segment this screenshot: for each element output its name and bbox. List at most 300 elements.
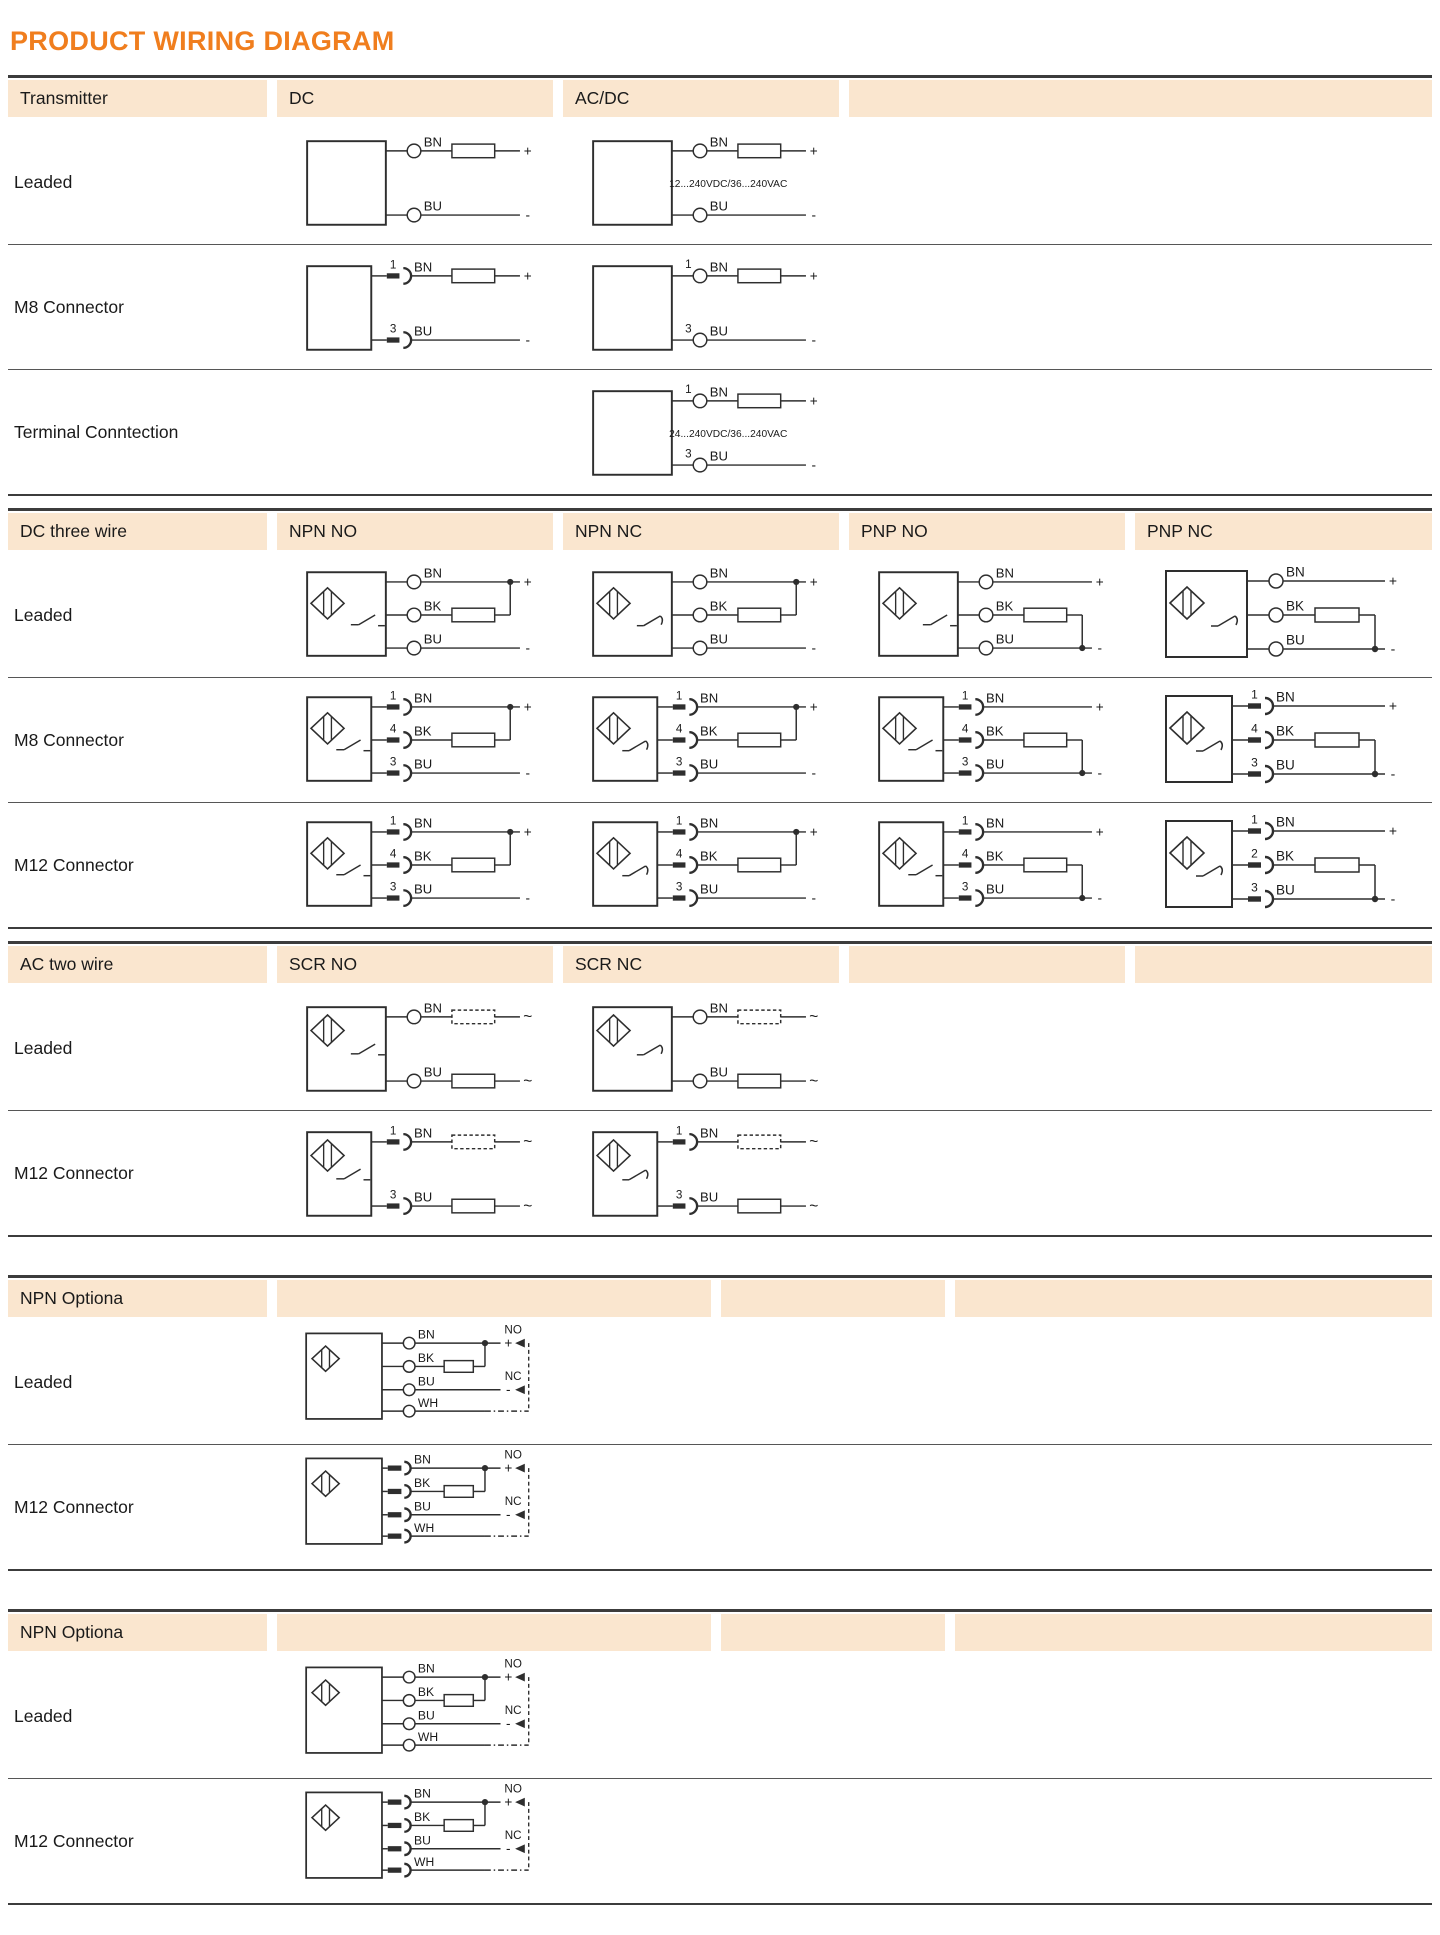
junction-dot	[507, 579, 513, 585]
sensor-box	[306, 1792, 382, 1878]
output-arrow-icon	[515, 1464, 525, 1473]
column-header-npn-no: NPN NO	[277, 513, 553, 550]
connector-pin-icon	[959, 862, 972, 867]
wire-label: BK	[417, 1351, 435, 1366]
load-resistor	[738, 1135, 781, 1149]
table-row-leaded	[8, 553, 1432, 677]
column-header-dc: DC	[277, 80, 553, 117]
terminal-circle	[693, 1074, 707, 1088]
terminal-circle	[693, 333, 707, 347]
wiring-diagram	[277, 1320, 553, 1444]
column-header-empty	[277, 1280, 711, 1317]
wire-label: BU	[423, 198, 442, 214]
diagram-cell	[277, 1445, 553, 1569]
wire-label: BU	[700, 1189, 719, 1205]
sensor-box	[879, 572, 958, 656]
polarity-label: ~	[809, 1008, 819, 1026]
wire-label: BN	[709, 384, 728, 400]
diagram-cell	[849, 245, 1125, 369]
connector-socket-icon	[403, 857, 411, 873]
connector-pin-icon	[388, 1534, 402, 1539]
connector-socket-icon	[975, 824, 983, 840]
wiring-diagram	[277, 553, 553, 677]
diagram-cell	[849, 1654, 1125, 1778]
polarity-label: +	[504, 1335, 513, 1351]
polarity-label: -	[1097, 765, 1102, 781]
connector-pin-icon	[959, 737, 972, 742]
wire-label: BU	[414, 1833, 431, 1848]
terminal-circle	[1269, 574, 1283, 588]
wiring-diagram	[563, 1111, 839, 1235]
connector-socket-icon	[403, 332, 411, 348]
diagram-cell	[563, 1779, 839, 1903]
diagram-cell	[1135, 986, 1432, 1110]
pin-number: 3	[389, 755, 397, 769]
column-header-scr-nc: SCR NC	[563, 946, 839, 983]
polarity-label: +	[1388, 572, 1398, 589]
pin-number: 4	[389, 722, 397, 736]
page	[0, 26, 1440, 1935]
column-header-npn-nc: NPN NC	[563, 513, 839, 550]
connector-pin-icon	[673, 895, 686, 900]
diagram-cell	[849, 986, 1125, 1110]
diagram-cell	[849, 370, 1125, 494]
polarity-label: ~	[523, 1133, 533, 1151]
junction-dot	[793, 579, 799, 585]
sensor-box	[1166, 821, 1232, 907]
wiring-diagram	[849, 803, 1125, 927]
wire-label: BU	[709, 198, 728, 214]
wire-label: BN	[414, 1786, 431, 1801]
pin-number: 3	[675, 1188, 683, 1202]
connector-pin-icon	[387, 862, 400, 867]
pin-number: 3	[961, 880, 969, 894]
connector-pin-icon	[673, 862, 686, 867]
wiring-table-npn-optional-2	[8, 1609, 1432, 1905]
terminal-circle	[407, 1074, 421, 1088]
connector-socket-icon	[975, 732, 983, 748]
wire-label: BU	[709, 631, 728, 647]
table-row-leaded	[8, 986, 1432, 1110]
junction-dot	[482, 1799, 488, 1805]
sensor-box	[879, 697, 943, 781]
polarity-label: -	[1390, 890, 1396, 907]
junction-dot	[482, 1340, 488, 1346]
connector-pin-icon	[387, 737, 400, 742]
connector-socket-icon	[404, 1842, 410, 1855]
connector-socket-icon	[689, 1134, 697, 1150]
connector-socket-icon	[1265, 732, 1273, 748]
diagram-cell	[1135, 370, 1432, 494]
connector-socket-icon	[689, 699, 697, 715]
connector-pin-icon	[388, 1512, 402, 1517]
connector-pin-icon	[387, 704, 400, 709]
connector-socket-icon	[404, 1508, 410, 1521]
diagram-cell	[563, 553, 839, 677]
output-label: NO	[504, 1323, 522, 1337]
sensor-box	[593, 572, 672, 656]
sensor-box	[1166, 571, 1247, 657]
load-resistor	[444, 1820, 473, 1832]
connector-socket-icon	[689, 732, 697, 748]
wire-label: BN	[423, 134, 442, 150]
connector-pin-icon	[673, 829, 686, 834]
diagram-cell	[1135, 120, 1432, 244]
pin-number: 3	[389, 322, 397, 336]
load-resistor	[452, 144, 495, 158]
pin-number: 4	[389, 847, 397, 861]
sensor-box	[307, 1007, 386, 1091]
wire-label: BU	[995, 631, 1014, 647]
wiring-table-dc-three-wire	[8, 508, 1432, 929]
sensor-box	[593, 1007, 672, 1091]
table-header-row	[8, 1278, 1432, 1320]
diagram-cell	[1135, 1320, 1432, 1444]
connector-pin-icon	[1248, 896, 1261, 901]
wire-label: BK	[414, 848, 432, 864]
pin-number: 3	[685, 447, 692, 461]
diagram-cell	[563, 1320, 839, 1444]
diagram-cell	[849, 120, 1125, 244]
wiring-diagram	[277, 1654, 553, 1778]
load-resistor	[738, 1199, 781, 1213]
output-label: NO	[504, 1448, 522, 1462]
connector-pin-icon	[959, 829, 972, 834]
column-header-pnp-no: PNP NO	[849, 513, 1125, 550]
diagram-cell	[563, 986, 839, 1110]
load-resistor	[1024, 858, 1067, 872]
polarity-label: +	[809, 824, 818, 840]
load-resistor	[452, 1074, 495, 1088]
table-row-terminal-conntection	[8, 369, 1432, 494]
wiring-diagram	[1135, 678, 1419, 802]
load-resistor	[738, 733, 781, 747]
polarity-label: +	[504, 1460, 513, 1476]
diagram-cell	[277, 1779, 553, 1903]
terminal-circle	[403, 1718, 415, 1730]
wiring-diagram	[563, 803, 839, 927]
pin-number: 2	[1251, 846, 1258, 861]
output-label: NC	[504, 1495, 522, 1509]
wiring-diagram	[277, 1779, 553, 1903]
diagram-cell	[849, 1320, 1125, 1444]
row-label: M12 Connector	[14, 854, 134, 875]
diagram-cell	[277, 1654, 553, 1778]
wire-label: BU	[986, 756, 1005, 772]
output-label: NO	[504, 1782, 522, 1796]
diagram-cell	[1135, 1111, 1432, 1235]
row-label: M12 Connector	[14, 1830, 134, 1851]
pin-number: 1	[389, 689, 397, 703]
terminal-circle	[693, 1010, 707, 1024]
connector-pin-icon	[388, 1489, 402, 1494]
polarity-label: +	[504, 1669, 513, 1685]
sensor-box	[307, 1132, 371, 1216]
diagram-cell	[849, 1445, 1125, 1569]
row-label: M8 Connector	[14, 296, 124, 317]
connector-pin-icon	[388, 1868, 402, 1873]
connector-pin-icon	[387, 1139, 400, 1144]
table-row-m12-connector	[8, 1444, 1432, 1569]
wiring-diagram	[277, 803, 553, 927]
wire-label: BU	[414, 1499, 431, 1514]
diagram-cell	[563, 1445, 839, 1569]
pin-number: 1	[389, 258, 397, 272]
polarity-label: ~	[523, 1197, 533, 1215]
column-header-npn-optiona: NPN Optiona	[8, 1614, 267, 1651]
polarity-label: +	[523, 268, 532, 284]
pin-number: 1	[685, 258, 692, 272]
output-arrow-icon	[515, 1510, 525, 1519]
connector-pin-icon	[387, 770, 400, 775]
pin-number: 3	[1251, 880, 1258, 895]
pin-number: 1	[961, 814, 969, 828]
column-header-dc-three-wire: DC three wire	[8, 513, 267, 550]
polarity-label: -	[525, 332, 530, 348]
connector-socket-icon	[689, 765, 697, 781]
wiring-diagram	[1135, 803, 1419, 927]
terminal-circle	[693, 575, 707, 589]
table-header-row	[8, 78, 1432, 120]
column-header-pnp-nc: PNP NC	[1135, 513, 1432, 550]
output-arrow-icon	[515, 1844, 525, 1853]
sensor-box	[593, 266, 672, 350]
terminal-circle	[407, 208, 421, 222]
load-resistor	[452, 858, 495, 872]
row-label: Terminal Conntection	[14, 421, 179, 442]
load-resistor	[452, 733, 495, 747]
column-header-empty	[721, 1614, 945, 1651]
wire-label: BU	[417, 1708, 435, 1723]
wiring-diagram	[849, 678, 1125, 802]
output-label: NO	[504, 1657, 522, 1671]
junction-dot	[793, 829, 799, 835]
wiring-diagram	[277, 1445, 553, 1569]
terminal-circle	[693, 641, 707, 655]
wire-label: BU	[1276, 882, 1295, 898]
column-header-transmitter: Transmitter	[8, 80, 267, 117]
row-label: Leaded	[14, 1371, 73, 1392]
polarity-label: -	[811, 765, 816, 781]
polarity-label: +	[809, 268, 818, 284]
terminal-circle	[403, 1384, 415, 1396]
diagram-cell	[277, 553, 553, 677]
connector-socket-icon	[404, 1485, 410, 1498]
sensor-box	[307, 572, 386, 656]
wire-label: BN	[423, 1000, 442, 1016]
wire-label: BK	[986, 848, 1004, 864]
diagram-cell	[563, 370, 839, 494]
connector-pin-icon	[1248, 828, 1261, 833]
polarity-label: -	[506, 1716, 511, 1732]
connector-socket-icon	[1265, 823, 1273, 839]
polarity-label: -	[811, 890, 816, 906]
load-resistor	[738, 144, 781, 158]
wire-label: BN	[709, 134, 728, 150]
sensor-box	[879, 822, 943, 906]
terminal-circle	[979, 575, 993, 589]
wire-label: BN	[700, 690, 719, 706]
load-resistor	[738, 269, 781, 283]
connector-pin-icon	[673, 1139, 686, 1144]
terminal-circle	[1269, 608, 1283, 622]
connector-pin-icon	[1248, 703, 1261, 708]
terminal-circle	[1269, 642, 1283, 656]
wire-label: BN	[1286, 564, 1305, 580]
connector-socket-icon	[403, 824, 411, 840]
pin-number: 1	[675, 814, 683, 828]
column-header-ac-two-wire: AC two wire	[8, 946, 267, 983]
wire-label: BK	[414, 1810, 431, 1825]
terminal-circle	[979, 608, 993, 622]
diagram-cell	[849, 678, 1125, 802]
polarity-label: -	[525, 765, 530, 781]
connector-socket-icon	[1265, 766, 1273, 782]
connector-socket-icon	[975, 857, 983, 873]
connector-pin-icon	[387, 829, 400, 834]
table-row-leaded	[8, 1320, 1432, 1444]
polarity-label: -	[1097, 640, 1102, 656]
load-resistor	[444, 1486, 473, 1498]
connector-pin-icon	[673, 704, 686, 709]
diagram-cell	[1135, 553, 1432, 677]
connector-socket-icon	[404, 1796, 410, 1809]
sensor-box	[306, 1333, 382, 1419]
pin-number: 3	[961, 755, 969, 769]
connector-pin-icon	[1248, 737, 1261, 742]
pin-number: 1	[685, 383, 692, 397]
wiring-diagram	[277, 678, 553, 802]
pin-number: 1	[1251, 687, 1258, 702]
voltage-note: 24...240VDC/36...240VAC	[669, 428, 788, 440]
wire-label: BN	[414, 815, 433, 831]
terminal-circle	[693, 394, 707, 408]
wire-label: BN	[417, 1327, 435, 1342]
diagram-cell	[277, 803, 553, 927]
connector-pin-icon	[673, 737, 686, 742]
wire-label: BU	[709, 448, 728, 464]
polarity-label: +	[809, 574, 818, 590]
sensor-box	[593, 822, 657, 906]
connector-socket-icon	[403, 1198, 411, 1214]
wire-label: BN	[1276, 814, 1295, 830]
table-row-m12-connector	[8, 1778, 1432, 1903]
wire-label: BN	[414, 1452, 431, 1467]
wire-label: BU	[423, 1064, 442, 1080]
diagram-cell	[563, 803, 839, 927]
wire-label: BN	[700, 1125, 719, 1141]
connector-socket-icon	[403, 268, 411, 284]
table-row-leaded	[8, 120, 1432, 244]
diagram-cell	[563, 120, 839, 244]
load-resistor	[452, 608, 495, 622]
connector-socket-icon	[404, 1462, 410, 1475]
wiring-diagram	[277, 1111, 553, 1235]
wire-label: BN	[417, 1661, 435, 1676]
wiring-table-transmitter	[8, 75, 1432, 496]
wiring-diagram	[563, 986, 839, 1110]
diagram-cell	[563, 678, 839, 802]
polarity-label: ~	[809, 1197, 819, 1215]
page-title: PRODUCT WIRING DIAGRAM	[10, 26, 395, 56]
diagram-cell	[849, 1111, 1125, 1235]
junction-dot	[482, 1465, 488, 1471]
sensor-box	[307, 141, 386, 225]
load-resistor	[452, 1199, 495, 1213]
connector-pin-icon	[959, 895, 972, 900]
wire-label: BK	[414, 723, 432, 739]
pin-number: 3	[389, 880, 397, 894]
output-arrow-icon	[515, 1719, 525, 1728]
polarity-label: -	[506, 1507, 511, 1523]
column-header-empty	[721, 1280, 945, 1317]
polarity-label: +	[1095, 824, 1104, 840]
wire-label: BK	[1276, 848, 1295, 864]
load-resistor	[1024, 608, 1067, 622]
load-resistor	[452, 269, 495, 283]
diagram-cell	[1135, 1445, 1432, 1569]
diagram-cell	[849, 553, 1125, 677]
connector-pin-icon	[959, 704, 972, 709]
column-header-empty	[849, 946, 1125, 983]
polarity-label: +	[809, 393, 818, 409]
wiring-diagram	[563, 120, 839, 244]
polarity-label: +	[523, 143, 532, 159]
wire-label: BU	[414, 756, 433, 772]
table-header-row	[8, 511, 1432, 553]
polarity-label: +	[1388, 697, 1398, 714]
row-label: Leaded	[14, 1037, 73, 1058]
connector-pin-icon	[673, 1203, 686, 1208]
connector-socket-icon	[403, 1134, 411, 1150]
load-resistor	[738, 608, 781, 622]
diagram-cell	[563, 245, 839, 369]
wire-label: WH	[414, 1854, 435, 1869]
connector-pin-icon	[388, 1846, 402, 1851]
diagram-cell	[277, 1111, 553, 1235]
diagram-cell	[563, 1654, 839, 1778]
load-resistor	[738, 394, 781, 408]
polarity-label: +	[1095, 699, 1104, 715]
load-resistor	[452, 1010, 495, 1024]
polarity-label: -	[525, 890, 530, 906]
connector-pin-icon	[959, 770, 972, 775]
polarity-label: -	[525, 640, 530, 656]
wiring-diagram	[563, 370, 839, 494]
terminal-circle	[403, 1671, 415, 1683]
wire-label: BN	[995, 565, 1014, 581]
column-header-empty	[955, 1614, 1432, 1651]
pin-number: 1	[675, 689, 683, 703]
polarity-label: ~	[809, 1133, 819, 1151]
output-arrow-icon	[515, 1798, 525, 1807]
tables-container	[8, 75, 1432, 1905]
connector-socket-icon	[689, 890, 697, 906]
wire-label: BU	[414, 323, 433, 339]
diagram-cell	[1135, 245, 1432, 369]
terminal-circle	[403, 1405, 415, 1417]
wire-label: BK	[423, 598, 442, 614]
diagram-cell	[1135, 678, 1432, 802]
polarity-label: -	[1390, 765, 1396, 782]
wiring-diagram	[1135, 553, 1419, 677]
pin-number: 3	[685, 322, 692, 336]
connector-pin-icon	[388, 1800, 402, 1805]
load-resistor	[738, 1010, 781, 1024]
row-label: M12 Connector	[14, 1162, 134, 1183]
table-header-row	[8, 1612, 1432, 1654]
terminal-circle	[979, 641, 993, 655]
